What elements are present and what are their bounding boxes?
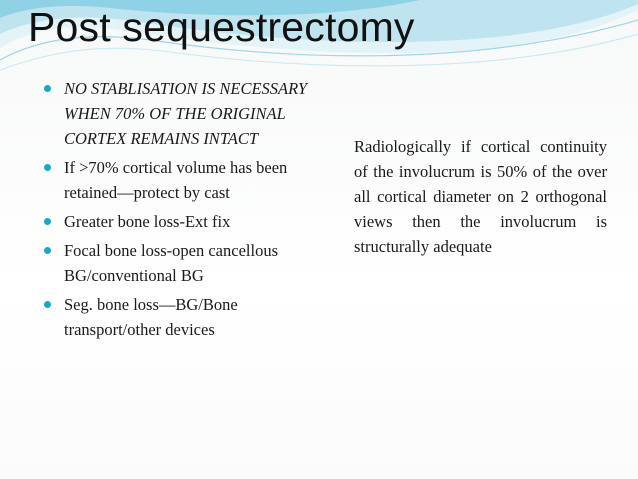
bullet-icon <box>44 85 51 92</box>
list-item <box>44 238 334 288</box>
list-item <box>44 76 334 151</box>
bullet-icon <box>44 247 51 254</box>
bullet-text: NO STABLISATION IS NECESSARY WHEN 70% OF THE ORIGINAL CORTEX REMAINS INTACT <box>64 79 308 148</box>
bullet-list <box>44 76 334 346</box>
bullet-icon <box>44 218 51 225</box>
bullet-text: Focal bone loss-open cancellous BG/conventional BG <box>64 241 278 285</box>
list-item <box>44 155 334 205</box>
list-item <box>44 209 334 234</box>
radiology-note: Radiologically if cortical continuity of the involucrum is 50% of the over all cortical diameter on 2 orthogonal views then the involucrum is structurally adequate <box>354 137 607 256</box>
bullet-text: If >70% cortical volume has been retained—protect by cast <box>64 158 288 202</box>
slide-title: Post sequestrectomy <box>28 4 415 50</box>
bullet-icon <box>44 164 51 171</box>
bullet-icon <box>44 301 51 308</box>
bullet-text: Seg. bone loss—BG/Bone transport/other devices <box>64 295 238 339</box>
bullet-text: Greater bone loss-Ext fix <box>64 212 231 231</box>
list-item <box>44 292 334 342</box>
